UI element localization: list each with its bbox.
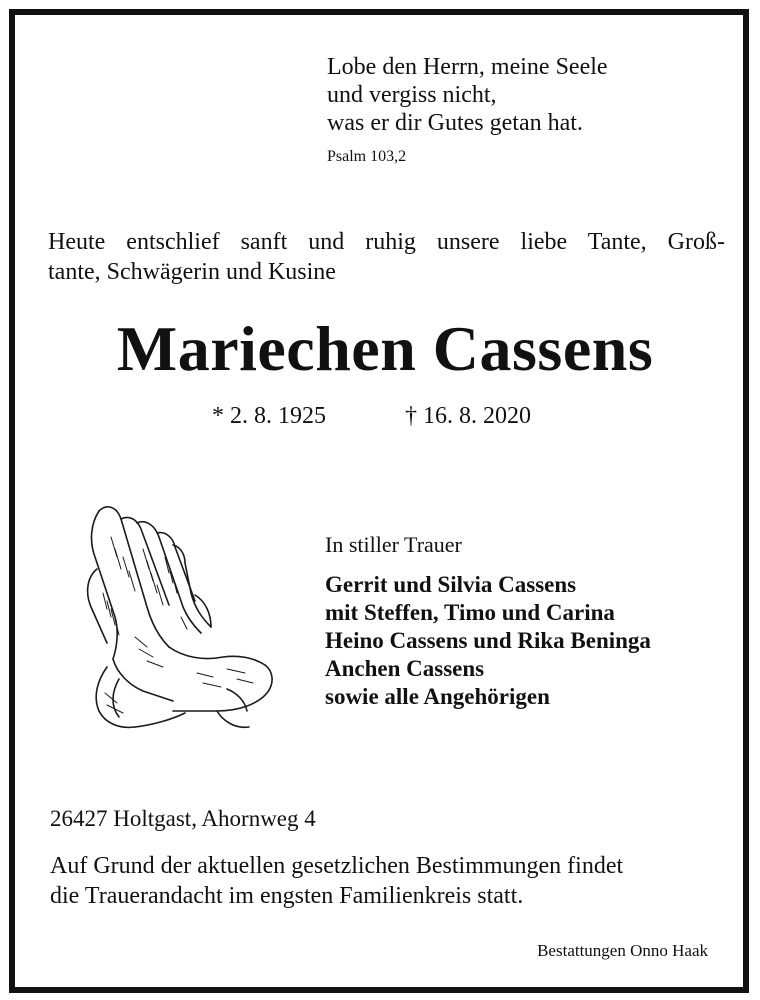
mourner-line: Heino Cassens und Rika Beninga <box>325 628 651 653</box>
psalm-line: und vergiss nicht, <box>327 82 497 108</box>
intro-line: Heute entschlief sanft und ruhig unsere liebe Tante, Groß- <box>48 229 725 255</box>
intro-line: tante, Schwägerin und Kusine <box>48 259 336 285</box>
undertaker: Bestattungen Onno Haak <box>537 941 708 960</box>
mourner-line: sowie alle Angehörigen <box>325 684 550 709</box>
mourner-line: Anchen Cassens <box>325 656 485 681</box>
mourning-label: In stiller Trauer <box>325 532 462 557</box>
death-date: † 16. 8. 2020 <box>405 403 531 429</box>
psalm-reference: Psalm 103,2 <box>327 148 407 165</box>
psalm-quote <box>327 53 608 167</box>
address: 26427 Holtgast, Ahornweg 4 <box>50 806 316 831</box>
notice-line: die Trauerandacht im engsten Familienkreis statt. <box>50 883 524 909</box>
psalm-line: was er dir Gutes getan hat. <box>327 110 583 136</box>
intro-text <box>48 227 725 287</box>
birth-date: * 2. 8. 1925 <box>212 403 326 429</box>
mourner-line: Gerrit und Silvia Cassens <box>325 572 577 597</box>
notice-line: Auf Grund der aktuellen gesetzlichen Bestimmungen findet <box>50 853 624 879</box>
mourner-line: mit Steffen, Timo und Carina <box>325 600 615 625</box>
praying-hands-icon <box>77 497 277 747</box>
psalm-line: Lobe den Herrn, meine Seele <box>327 54 608 80</box>
obituary-frame <box>9 9 749 993</box>
mourners-list <box>325 571 651 711</box>
funeral-notice <box>50 851 730 911</box>
deceased-name: Mariechen Cassens <box>116 313 654 384</box>
